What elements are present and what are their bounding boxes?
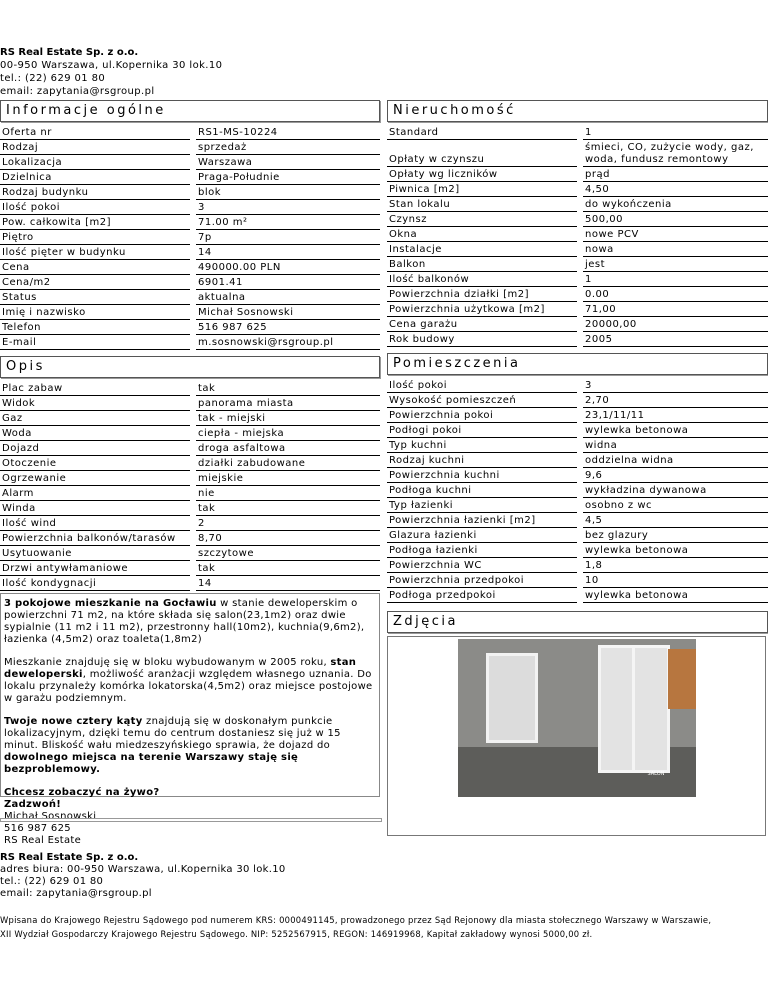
table-row <box>0 202 380 215</box>
row-label: Powierzchnia działki [m2] <box>387 289 577 302</box>
table-row <box>387 274 768 287</box>
row-label: Dzielnica <box>0 172 190 185</box>
row-label: Widok <box>0 398 190 411</box>
row-label: Balkon <box>387 259 577 272</box>
table-row <box>387 455 768 468</box>
table-row <box>0 262 380 275</box>
table-row <box>387 440 768 453</box>
row-value: 2,70 <box>583 395 768 408</box>
description-para-3 <box>4 716 376 776</box>
row-value: 20000,00 <box>583 319 768 332</box>
row-value: Praga-Południe <box>196 172 380 185</box>
row-label: Cena <box>0 262 190 275</box>
row-value: 2 <box>196 518 380 531</box>
table-row <box>387 199 768 212</box>
row-value: tak - miejski <box>196 413 380 426</box>
row-value: wylewka betonowa <box>583 545 768 558</box>
table-row <box>0 398 380 411</box>
table-row <box>0 322 380 335</box>
row-value: bez glazury <box>583 530 768 543</box>
info-table <box>0 125 380 352</box>
row-value: 490000.00 PLN <box>196 262 380 275</box>
row-label: Ilość kondygnacji <box>0 578 190 591</box>
row-value: Warszawa <box>196 157 380 170</box>
table-row <box>0 157 380 170</box>
balcony-door <box>598 645 670 773</box>
footer-email: email: zapytania@rsgroup.pl <box>0 888 152 899</box>
row-label: Ilość pokoi <box>387 380 577 393</box>
desc-bold: dowolnego miejsca na terenie Warszawy staję się bezproblemowy. <box>4 752 299 775</box>
row-value: tak <box>196 563 380 576</box>
footer-phone: tel.: (22) 629 01 80 <box>0 876 104 887</box>
row-value: sprzedaż <box>196 142 380 155</box>
row-value: panorama miasta <box>196 398 380 411</box>
table-row <box>0 307 380 320</box>
row-label: Powierzchnia użytkowa [m2] <box>387 304 577 317</box>
left-column <box>0 100 380 846</box>
row-label: Ilość balkonów <box>387 274 577 287</box>
table-row <box>387 334 768 347</box>
row-value: działki zabudowane <box>196 458 380 471</box>
desc-bold: stan deweloperski <box>4 657 357 680</box>
table-row <box>387 590 768 603</box>
table-row <box>387 229 768 242</box>
table-row <box>0 533 380 546</box>
contact-phone: 516 987 625 <box>4 823 71 834</box>
row-label: Powierzchnia balkonów/tarasów <box>0 533 190 546</box>
table-row <box>0 337 380 350</box>
company-phone: tel.: (22) 629 01 80 <box>0 73 106 84</box>
row-value: miejskie <box>196 473 380 486</box>
row-label: Ilość pięter w budynku <box>0 247 190 260</box>
row-label: Cena/m2 <box>0 277 190 290</box>
desc-text: Mieszkanie znajduję się w bloku wybudowanym w 2005 roku, <box>4 657 331 668</box>
table-row <box>0 548 380 561</box>
company-name: RS Real Estate Sp. z o.o. <box>0 47 139 58</box>
company-address: 00-950 Warszawa, ul.Kopernika 30 lok.10 <box>0 60 223 71</box>
row-value: 1 <box>583 127 768 140</box>
row-label: Dojazd <box>0 443 190 456</box>
row-value: 7p <box>196 232 380 245</box>
desc-text: w stanie deweloperskim o powierzchni 71 m2, na które składa się salon(23,1m2) oraz dwie sypialnie (11 m2 i 11 m2), przestronny hall(10m2), kuchnia(9,6m2), łazienka (4,5m2) oraz toaleta(1,8m2) <box>4 598 365 645</box>
pomieszczenia-table <box>387 378 768 605</box>
row-value: 3 <box>583 380 768 393</box>
row-label: Powierzchnia łazienki [m2] <box>387 515 577 528</box>
table-row <box>387 259 768 272</box>
row-label: Imię i nazwisko <box>0 307 190 320</box>
opis-table <box>0 381 380 593</box>
desc-bold: Zadzwoń! <box>4 799 62 810</box>
row-value: jest <box>583 259 768 272</box>
row-label: Okna <box>387 229 577 242</box>
row-label: Rodzaj kuchni <box>387 455 577 468</box>
footer-company: RS Real Estate Sp. z o.o. <box>0 852 139 863</box>
row-label: Usytuowanie <box>0 548 190 561</box>
table-row <box>387 319 768 332</box>
row-value: nowa <box>583 244 768 257</box>
row-label: Powierzchnia przedpokoi <box>387 575 577 588</box>
footer <box>0 852 286 900</box>
row-label: Podłoga łazienki <box>387 545 577 558</box>
row-value: 516 987 625 <box>196 322 380 335</box>
legal-line-2: XII Wydział Gospodarczy Krajowego Rejestru Sądowego. NIP: 5252567915, REGON: 146919968, Kapitał zakładowy wynosi 5000,00 zł. <box>0 929 593 939</box>
row-value: wykładzina dywanowa <box>583 485 768 498</box>
table-row <box>0 277 380 290</box>
row-label: Plac zabaw <box>0 383 190 396</box>
row-value: szczytowe <box>196 548 380 561</box>
row-value: wylewka betonowa <box>583 590 768 603</box>
table-row <box>387 560 768 573</box>
table-row <box>387 500 768 513</box>
left-bottom-divider <box>0 818 382 822</box>
row-label: Opłaty wg liczników <box>387 169 577 182</box>
row-label: Wysokość pomieszczeń <box>387 395 577 408</box>
row-label: Czynsz <box>387 214 577 227</box>
row-value: 1,8 <box>583 560 768 573</box>
table-row <box>0 217 380 230</box>
table-row <box>387 395 768 408</box>
row-value: 14 <box>196 247 380 260</box>
table-row <box>0 187 380 200</box>
row-value: 0.00 <box>583 289 768 302</box>
row-label: Oferta nr <box>0 127 190 140</box>
row-label: Telefon <box>0 322 190 335</box>
row-label: Ogrzewanie <box>0 473 190 486</box>
row-label: Typ łazienki <box>387 500 577 513</box>
row-value: nowe PCV <box>583 229 768 242</box>
table-row <box>0 172 380 185</box>
row-label: E-mail <box>0 337 190 350</box>
row-label: Podłogi pokoi <box>387 425 577 438</box>
desc-bold: Chcesz zobaczyć na żywo? <box>4 787 160 798</box>
table-row <box>0 443 380 456</box>
table-row <box>0 142 380 155</box>
row-label: Drzwi antywłamaniowe <box>0 563 190 576</box>
table-row <box>0 563 380 576</box>
description-para-4 <box>4 787 376 847</box>
contact-name: Michał Sosnowski <box>4 811 97 822</box>
table-row <box>0 232 380 245</box>
row-value: 4,50 <box>583 184 768 197</box>
row-value: 500,00 <box>583 214 768 227</box>
desc-bold: 3 pokojowe mieszkanie na Gocławiu <box>4 598 217 609</box>
table-row <box>387 425 768 438</box>
row-label: Woda <box>0 428 190 441</box>
row-value: 71.00 m² <box>196 217 380 230</box>
table-row <box>0 413 380 426</box>
row-value: tak <box>196 503 380 516</box>
row-value: śmieci, CO, zużycie wody, gaz, woda, fundusz remontowy <box>583 142 768 167</box>
section-title-pomieszczenia: Pomieszczenia <box>387 353 768 375</box>
row-label: Rok budowy <box>387 334 577 347</box>
legal-line-1: Wpisana do Krajowego Rejestru Sądowego pod numerem KRS: 0000491145, prowadzonego przez Sąd Rejonowy dla miasta stołecznego Warszawy w Warszawie, <box>0 915 712 925</box>
table-row <box>387 470 768 483</box>
apartment-photo[interactable] <box>458 639 696 797</box>
row-value: prąd <box>583 169 768 182</box>
table-row <box>0 292 380 305</box>
row-label: Glazura łazienki <box>387 530 577 543</box>
row-value: 9,6 <box>583 470 768 483</box>
table-row <box>387 169 768 182</box>
row-label: Piwnica [m2] <box>387 184 577 197</box>
table-row <box>387 142 768 167</box>
table-row <box>0 473 380 486</box>
section-title-zdjecia: Zdjęcia <box>387 611 768 633</box>
description-para-2 <box>4 657 376 705</box>
table-row <box>0 458 380 471</box>
table-row <box>387 410 768 423</box>
window <box>486 653 538 743</box>
section-title-info: Informacje ogólne <box>0 100 380 122</box>
row-label: Winda <box>0 503 190 516</box>
row-label: Piętro <box>0 232 190 245</box>
row-value: 4,5 <box>583 515 768 528</box>
nieruchomosc-table <box>387 125 768 349</box>
row-label: Rodzaj budynku <box>0 187 190 200</box>
row-label: Instalacje <box>387 244 577 257</box>
table-row <box>0 127 380 140</box>
row-label: Powierzchnia WC <box>387 560 577 573</box>
photo-frame <box>387 636 766 836</box>
legal-notice <box>0 913 768 941</box>
desc-text: , możliwość aranżacji względem własnego uznania. Do lokalu przynależy komórka lokatorska(4,5m2) oraz miejsce postojowe w garażu podziemnym. <box>4 669 373 704</box>
table-row <box>387 184 768 197</box>
row-value: ciepła - miejska <box>196 428 380 441</box>
row-label: Alarm <box>0 488 190 501</box>
row-label: Otoczenie <box>0 458 190 471</box>
row-label: Ilość wind <box>0 518 190 531</box>
row-value: 14 <box>196 578 380 591</box>
table-row <box>387 214 768 227</box>
row-value: 10 <box>583 575 768 588</box>
row-label: Lokalizacja <box>0 157 190 170</box>
table-row <box>387 530 768 543</box>
row-label: Status <box>0 292 190 305</box>
row-value: droga asfaltowa <box>196 443 380 456</box>
footer-address: adres biura: 00-950 Warszawa, ul.Kopernika 30 lok.10 <box>0 864 286 875</box>
row-value: 23,1/11/11 <box>583 410 768 423</box>
row-label: Pow. całkowita [m2] <box>0 217 190 230</box>
table-row <box>0 383 380 396</box>
row-value: RS1-MS-10224 <box>196 127 380 140</box>
row-value: oddzielna widna <box>583 455 768 468</box>
table-row <box>387 575 768 588</box>
row-label: Standard <box>387 127 577 140</box>
row-value: aktualna <box>196 292 380 305</box>
row-label: Powierzchnia kuchni <box>387 470 577 483</box>
description-para-1 <box>4 598 376 646</box>
table-row <box>387 244 768 257</box>
row-value: Michał Sosnowski <box>196 307 380 320</box>
table-row <box>387 545 768 558</box>
row-value: 2005 <box>583 334 768 347</box>
row-label: Cena garażu <box>387 319 577 332</box>
row-value: do wykończenia <box>583 199 768 212</box>
table-row <box>0 518 380 531</box>
header <box>0 46 222 98</box>
row-label: Typ kuchni <box>387 440 577 453</box>
row-value: 3 <box>196 202 380 215</box>
row-value: wylewka betonowa <box>583 425 768 438</box>
row-label: Gaz <box>0 413 190 426</box>
row-value: 71,00 <box>583 304 768 317</box>
company-email: email: zapytania@rsgroup.pl <box>0 86 155 97</box>
table-row <box>0 488 380 501</box>
table-row <box>387 289 768 302</box>
row-value: 1 <box>583 274 768 287</box>
table-row <box>0 503 380 516</box>
table-row <box>387 380 768 393</box>
row-label: Opłaty w czynszu <box>387 142 577 167</box>
section-title-opis: Opis <box>0 356 380 378</box>
row-label: Ilość pokoi <box>0 202 190 215</box>
row-label: Podłoga kuchni <box>387 485 577 498</box>
row-label: Podłoga przedpokoi <box>387 590 577 603</box>
row-value: 8,70 <box>196 533 380 546</box>
row-value: osobno z wc <box>583 500 768 513</box>
table-row <box>0 578 380 591</box>
table-row <box>387 485 768 498</box>
desc-text: znajdują się w doskonałym punkcie lokalizacyjnym, dzięki temu do centrum dostaniesz się już w 15 minut. Bliskość wału miedzeszyńskiego sprawia, że dojazd do <box>4 716 341 751</box>
table-row <box>0 428 380 441</box>
table-row <box>387 304 768 317</box>
row-value: m.sosnowski@rsgroup.pl <box>196 337 380 350</box>
table-row <box>0 247 380 260</box>
row-value: 6901.41 <box>196 277 380 290</box>
contact-company: RS Real Estate <box>4 835 82 846</box>
desc-bold: Twoje nowe cztery kąty <box>4 716 143 727</box>
table-row <box>387 127 768 140</box>
row-label: Powierzchnia pokoi <box>387 410 577 423</box>
row-label: Stan lokalu <box>387 199 577 212</box>
table-row <box>387 515 768 528</box>
section-title-nieruchomosc: Nieruchomość <box>387 100 768 122</box>
description <box>0 593 380 846</box>
row-value: widna <box>583 440 768 453</box>
right-column <box>387 100 768 836</box>
row-label: Rodzaj <box>0 142 190 155</box>
row-value: tak <box>196 383 380 396</box>
row-value: nie <box>196 488 380 501</box>
row-value: blok <box>196 187 380 200</box>
photo-label: SALON <box>647 771 665 777</box>
